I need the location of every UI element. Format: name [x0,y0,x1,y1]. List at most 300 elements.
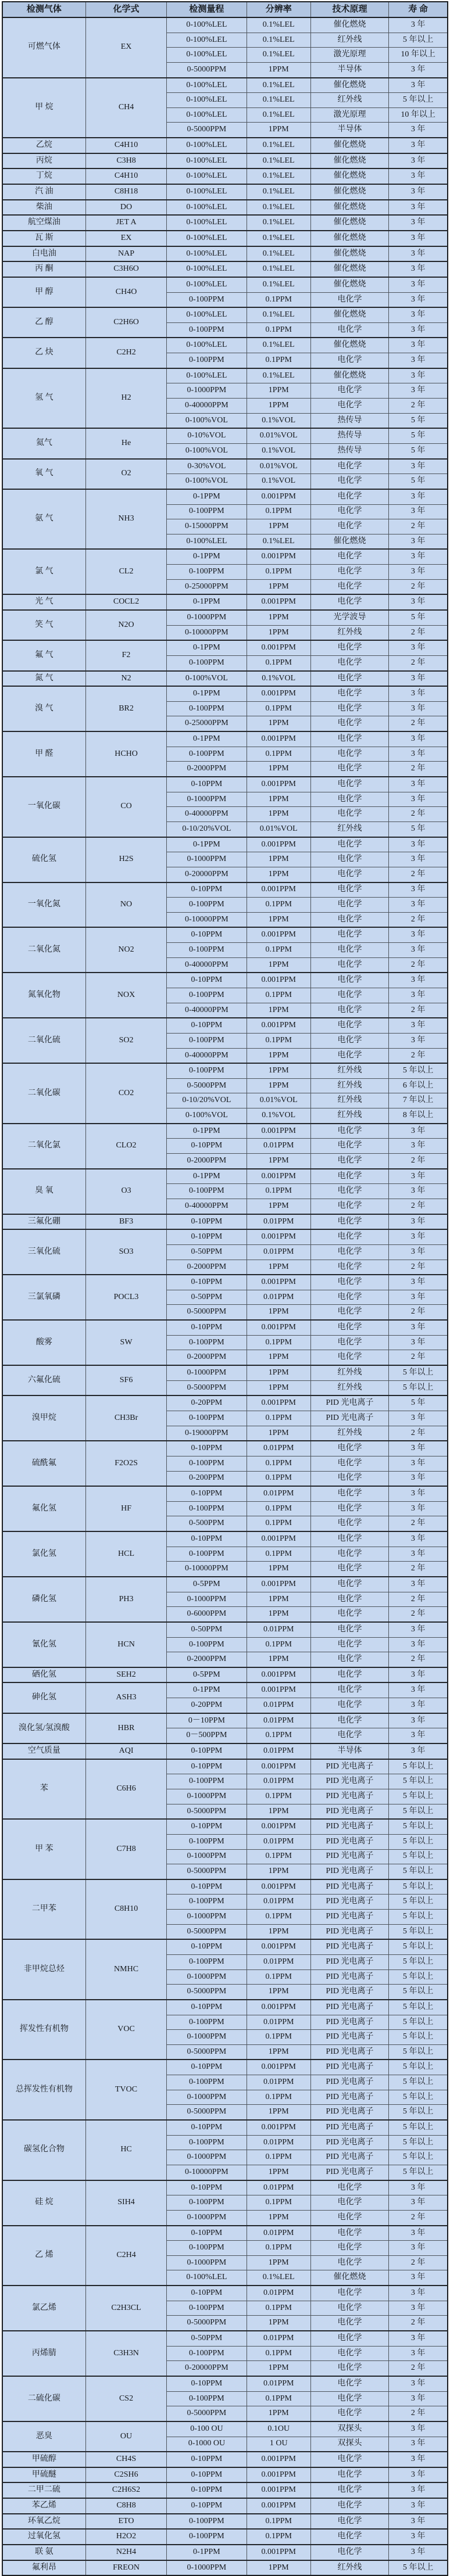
range-cell: 0-1000PPM [167,610,247,625]
principle-cell: 电化学 [310,701,388,716]
principle-cell: 电化学 [310,957,388,973]
range-cell: 0-2000PPM [167,1652,247,1667]
range-cell: 0-1000PPM [167,2030,247,2045]
table-row [2,2376,448,2391]
principle-cell: 催化燃烧 [310,153,388,169]
gas-name-cell: 二硫化碳 [2,2376,85,2421]
table-row [2,78,448,93]
lifespan-cell: 3 年 [389,153,448,169]
table-row [2,610,448,625]
range-cell: 0-50PPM [167,1622,247,1637]
resolution-cell: 0.1%LEL [247,17,310,33]
gas-name-cell: 联 氨 [2,2545,85,2560]
lifespan-cell: 2 年 [389,1048,448,1063]
lifespan-cell: 3 年 [389,2545,448,2560]
range-cell: 0-20PPM [167,1395,247,1411]
formula-cell: PH3 [85,1577,166,1622]
lifespan-cell: 5 年以上 [389,2150,448,2165]
principle-cell: 催化燃烧 [310,277,388,292]
lifespan-cell: 2 年 [389,2406,448,2421]
formula-cell: N2H4 [85,2545,166,2560]
gas-name-cell: 氯乙烯 [2,2286,85,2331]
range-cell: 0-10PPM [167,927,247,942]
resolution-cell: 1PPM [247,912,310,927]
range-cell: 0-100%VOL [167,474,247,489]
gas-name-cell: 甲硫醇 [2,2452,85,2467]
range-cell: 0-100PPM [167,1033,247,1048]
range-cell: 0-10PPM [167,1531,247,1547]
resolution-cell: 0.1PPM [247,1547,310,1562]
lifespan-cell: 3 年 [389,1743,448,1759]
principle-cell: 电化学 [310,2529,388,2545]
table-row [2,17,448,33]
lifespan-cell: 3 年 [389,1713,448,1728]
lifespan-cell: 3 年 [389,1411,448,1426]
gas-name-cell: 苯乙烯 [2,2498,85,2514]
lifespan-cell: 3 年 [389,504,448,519]
principle-cell: 半导体 [310,123,388,138]
principle-cell: 电化学 [310,898,388,913]
range-cell: 0-10PPM [167,1743,247,1759]
resolution-cell: 0.1PPM [247,1471,310,1486]
resolution-cell: 0.1%LEL [247,48,310,63]
table-row [2,1395,448,1411]
range-cell: 0-100PPM [167,988,247,1003]
resolution-cell: 0.1PPM [247,1910,310,1925]
principle-cell: PID 光电离子 [310,1955,388,1970]
range-cell: 0-1PPM [167,1682,247,1698]
lifespan-cell: 3 年 [389,383,448,399]
table-row [2,428,448,443]
gas-name-cell: 溴 气 [2,686,85,731]
range-cell: 0-100PPM [167,701,247,716]
range-cell: 0-5000PPM [167,2044,247,2060]
gas-name-cell: 臭 氧 [2,1169,85,1214]
formula-cell: CO [85,777,166,837]
range-cell: 0-100PPM [167,2346,247,2361]
resolution-cell: 0.001PPM [247,2482,310,2498]
resolution-cell: 1PPM [247,1562,310,1577]
lifespan-cell: 3 年 [389,138,448,153]
lifespan-cell: 3 年 [389,307,448,322]
lifespan-cell: 5 年以上 [389,1759,448,1774]
resolution-cell: 0.01PPM [247,2286,310,2301]
table-row [2,368,448,383]
range-cell: 0-40000PPM [167,1048,247,1063]
resolution-cell: 1PPM [247,1305,310,1320]
range-cell: 0-1PPM [167,549,247,564]
lifespan-cell: 3 年 [389,2529,448,2545]
formula-cell: NAP [85,246,166,262]
resolution-cell: 0.001PPM [247,2467,310,2483]
formula-cell: CH3Br [85,1395,166,1441]
range-cell: 0-10PPM [167,2120,247,2135]
principle-cell: 电化学 [310,1486,388,1501]
principle-cell: 电化学 [310,1516,388,1531]
range-cell: 0-5000PPM [167,2105,247,2120]
table-row [2,973,448,988]
formula-cell: C7H8 [85,1819,166,1879]
formula-cell: H2S [85,837,166,882]
range-cell: 0-100%LEL [167,93,247,108]
table-row [2,1169,448,1184]
lifespan-cell: 3 年 [389,549,448,564]
resolution-cell: 0.1PPM [247,988,310,1003]
lifespan-cell: 3 年 [389,62,448,77]
gas-name-cell: 恶臭 [2,2421,85,2452]
principle-cell: 电化学 [310,459,388,474]
lifespan-cell: 5 年以上 [389,2165,448,2180]
range-cell: 0-20000PPM [167,2361,247,2376]
table-row [2,1441,448,1456]
lifespan-cell: 2 年 [389,1260,448,1275]
resolution-cell: 0.001PPM [247,1759,310,1774]
lifespan-cell: 3 年 [389,459,448,474]
principle-cell: PID 光电离子 [310,1819,388,1834]
range-cell: 0-1PPM [167,837,247,852]
lifespan-cell: 2 年 [389,957,448,973]
resolution-cell: 0.01%VOL [247,821,310,837]
lifespan-cell: 5 年以上 [389,2135,448,2150]
resolution-cell: 0.1PPM [247,1501,310,1516]
range-cell: 0-10PPM [167,1879,247,1895]
lifespan-cell: 5 年 [389,1395,448,1411]
range-cell: 0-5000PPM [167,2316,247,2331]
range-cell: 0-100PPM [167,1834,247,1849]
gas-name-cell: 乙 炔 [2,338,85,368]
range-cell: 0-100%LEL [167,153,247,169]
formula-cell: POCL3 [85,1275,166,1320]
range-cell: 0-100PPM [167,2301,247,2316]
principle-cell: 电化学 [310,792,388,807]
table-row [2,1275,448,1290]
range-cell: 0-5000PPM [167,2406,247,2421]
lifespan-cell: 3 年 [389,594,448,610]
principle-cell: 半导体 [310,62,388,77]
resolution-cell: 0.1%LEL [247,78,310,93]
range-cell: 0-100%LEL [167,168,247,184]
range-cell: 0-100PPM [167,2195,247,2211]
resolution-cell: 0.1%VOL [247,1108,310,1124]
range-cell: 0-1000PPM [167,792,247,807]
column-header-5: 寿 命 [389,2,448,17]
principle-cell: 电化学 [310,640,388,655]
column-header-0: 检测气体 [2,2,85,17]
range-cell: 0-100PPM [167,1895,247,1910]
principle-cell: 激光原理 [310,48,388,63]
range-cell: 0-1PPM [167,489,247,504]
lifespan-cell: 5 年以上 [389,1774,448,1789]
principle-cell: 红外线 [310,2560,388,2576]
gas-name-cell: 二甲苯 [2,1879,85,1940]
principle-cell: PID 光电离子 [310,2120,388,2135]
principle-cell: 电化学 [310,1531,388,1547]
resolution-cell: 0.01PPM [247,2015,310,2030]
table-row [2,184,448,200]
resolution-cell: 0.1PPM [247,322,310,338]
gas-name-cell: 氰化氢 [2,1622,85,1667]
resolution-cell: 0.1%LEL [247,338,310,353]
lifespan-cell: 7 年以上 [389,1093,448,1108]
resolution-cell: 1PPM [247,62,310,77]
lifespan-cell: 5 年以上 [389,1380,448,1395]
principle-cell: 催化燃烧 [310,368,388,383]
resolution-cell: 1PPM [247,1199,310,1214]
gas-name-cell: 二氧化氮 [2,927,85,973]
lifespan-cell: 3 年 [389,1501,448,1516]
formula-cell: H2 [85,368,166,429]
table-row [2,1713,448,1728]
principle-cell: 半导体 [310,1743,388,1759]
formula-cell: HCN [85,1622,166,1667]
column-header-2: 检测量程 [167,2,247,17]
lifespan-cell: 3 年 [389,1622,448,1637]
resolution-cell: 0.1PPM [247,1789,310,1804]
principle-cell: 电化学 [310,1592,388,1607]
resolution-cell: 1PPM [247,1063,310,1078]
lifespan-cell: 3 年 [389,852,448,867]
principle-cell: 电化学 [310,2467,388,2483]
lifespan-cell: 2 年 [389,1305,448,1320]
formula-cell: SEH2 [85,1667,166,1683]
resolution-cell: 0.1PPM [247,747,310,762]
resolution-cell: 0.001PPM [247,731,310,747]
principle-cell: 电化学 [310,489,388,504]
lifespan-cell: 3 年 [389,1214,448,1230]
gas-name-cell: 非甲烷总烃 [2,1939,85,2000]
principle-cell: PID 光电离子 [310,1411,388,1426]
resolution-cell: 0.01PPM [247,2226,310,2241]
range-cell: 0-100%LEL [167,2270,247,2286]
principle-cell: 电化学 [310,1048,388,1063]
lifespan-cell: 3 年 [389,1486,448,1501]
lifespan-cell: 3 年 [389,701,448,716]
principle-cell: 电化学 [310,399,388,414]
principle-cell: 催化燃烧 [310,78,388,93]
lifespan-cell: 5 年 [389,443,448,458]
lifespan-cell: 3 年 [389,2376,448,2391]
range-cell: 0-10/20%VOL [167,1093,247,1108]
formula-cell: SIH4 [85,2180,166,2226]
principle-cell: 电化学 [310,1139,388,1154]
table-row [2,2286,448,2301]
principle-cell: 红外线 [310,821,388,837]
range-cell: 0-100PPM [167,353,247,368]
resolution-cell: 0.01PPM [247,1955,310,1970]
lifespan-cell: 2 年 [389,2210,448,2225]
range-cell: 0-10PPM [167,2180,247,2195]
range-cell: 0-5000PPM [167,1804,247,1819]
column-header-3: 分辨率 [247,2,310,17]
range-cell: 0-100%LEL [167,231,247,246]
formula-cell: C3H3N [85,2331,166,2376]
resolution-cell: 0.1%LEL [247,231,310,246]
range-cell: 0-50PPM [167,1244,247,1260]
range-cell: 0-1000PPM [167,2150,247,2165]
range-cell: 0-1000PPM [167,2090,247,2105]
principle-cell: PID 光电离子 [310,2060,388,2075]
resolution-cell: 1PPM [247,383,310,399]
principle-cell: 电化学 [310,1124,388,1139]
principle-cell: 电化学 [310,927,388,942]
principle-cell: 电化学 [310,807,388,822]
principle-cell: 催化燃烧 [310,231,388,246]
resolution-cell: 0.01PPM [247,1774,310,1789]
formula-cell: VOC [85,2000,166,2060]
table-row [2,1743,448,1759]
formula-cell: FREON [85,2560,166,2576]
table-row [2,261,448,277]
principle-cell: 电化学 [310,2498,388,2514]
formula-cell: BF3 [85,1214,166,1230]
column-header-4: 技术原理 [310,2,388,17]
resolution-cell: 0.001PPM [247,1275,310,1290]
lifespan-cell: 3 年 [389,1728,448,1743]
resolution-cell: 0.1PPM [247,565,310,580]
range-cell: 0-20PPM [167,1698,247,1713]
principle-cell: 热传导 [310,428,388,443]
range-cell: 0-10PPM [167,1139,247,1154]
range-cell: 0-100PPM [167,747,247,762]
header-row [2,2,448,17]
range-cell: 0-100%LEL [167,215,247,231]
principle-cell: 电化学 [310,565,388,580]
lifespan-cell: 5 年以上 [389,2015,448,2030]
resolution-cell: 0.01PPM [247,1895,310,1910]
principle-cell: 电化学 [310,731,388,747]
range-cell: 0-25000PPM [167,579,247,594]
gas-name-cell: 溴化氢/氢溴酸 [2,1713,85,1743]
lifespan-cell: 3 年 [389,1682,448,1698]
principle-cell: 电化学 [310,2361,388,2376]
resolution-cell: 0.001PPM [247,1169,310,1184]
lifespan-cell: 2 年 [389,2316,448,2331]
lifespan-cell: 5 年以上 [389,1834,448,1849]
range-cell: 0-10PPM [167,1759,247,1774]
lifespan-cell: 3 年 [389,2286,448,2301]
resolution-cell: 0.001PPM [247,2498,310,2514]
resolution-cell: 0.01PPM [247,1441,310,1456]
resolution-cell: 0.001PPM [247,927,310,942]
gas-name-cell: 砷化氢 [2,1682,85,1713]
table-row [2,246,448,262]
range-cell: 0-1000PPM [167,1789,247,1804]
range-cell: 0-1000PPM [167,1365,247,1380]
range-cell: 0-30%VOL [167,459,247,474]
gas-name-cell: 硫酰氟 [2,1441,85,1486]
range-cell: 0-2000PPM [167,762,247,777]
gas-name-cell: 环氧乙烷 [2,2514,85,2530]
gas-name-cell: 氢 气 [2,368,85,429]
principle-cell: 电化学 [310,2346,388,2361]
table-row [2,1214,448,1230]
principle-cell: 电化学 [310,1229,388,1244]
resolution-cell: 1PPM [247,2406,310,2421]
range-cell: 0-10PPM [167,2467,247,2483]
resolution-cell: 0.01PPM [247,2331,310,2346]
resolution-cell: 0.01PPM [247,1743,310,1759]
resolution-cell: 0.01%VOL [247,459,310,474]
gas-name-cell: 白电油 [2,246,85,262]
resolution-cell: 0.001PPM [247,1577,310,1592]
resolution-cell: 0.1PPM [247,943,310,958]
range-cell: 0-100PPM [167,2241,247,2256]
range-cell: 0-1000PPM [167,1910,247,1925]
formula-cell: C3H6O [85,261,166,277]
principle-cell: 电化学 [310,1290,388,1305]
resolution-cell: 1PPM [247,123,310,138]
resolution-cell: 0.1%LEL [247,93,310,108]
formula-cell: EX [85,231,166,246]
range-cell: 0-100PPM [167,322,247,338]
formula-cell: JET A [85,215,166,231]
principle-cell: 电化学 [310,852,388,867]
resolution-cell: 1PPM [247,867,310,882]
resolution-cell: 1PPM [247,792,310,807]
formula-cell: SW [85,1320,166,1365]
principle-cell: 电化学 [310,2255,388,2270]
lifespan-cell: 3 年 [389,837,448,852]
gas-spec-table [2,1,448,2576]
principle-cell: PID 光电离子 [310,1910,388,1925]
table-row [2,1819,448,1834]
table-row [2,338,448,353]
lifespan-cell: 5 年以上 [389,2105,448,2120]
resolution-cell: 1PPM [247,1864,310,1879]
resolution-cell: 0.1PPM [247,1033,310,1048]
principle-cell: 电化学 [310,2376,388,2391]
gas-name-cell: 甲 烷 [2,78,85,138]
lifespan-cell: 3 年 [389,78,448,93]
resolution-cell: 0.01PPM [247,1139,310,1154]
resolution-cell: 0.1PPM [247,655,310,670]
range-cell: 0-50PPM [167,1290,247,1305]
lifespan-cell: 5 年以上 [389,93,448,108]
lifespan-cell: 3 年 [389,2391,448,2406]
range-cell: 0-100PPM [167,655,247,670]
lifespan-cell: 3 年 [389,927,448,942]
table-row [2,1682,448,1698]
principle-cell: 电化学 [310,912,388,927]
lifespan-cell: 3 年 [389,1637,448,1652]
formula-cell: H2O2 [85,2529,166,2545]
range-cell: 0-50PPM [167,2331,247,2346]
resolution-cell: 1PPM [247,2316,310,2331]
resolution-cell: 1 OU [247,2437,310,2452]
table-row [2,2560,448,2576]
gas-name-cell: 氟 气 [2,640,85,670]
principle-cell: 电化学 [310,1260,388,1275]
formula-cell: HCL [85,1531,166,1577]
lifespan-cell: 3 年 [389,1124,448,1139]
range-cell: 0-1000PPM [167,1849,247,1864]
principle-cell: 电化学 [310,2391,388,2406]
principle-cell: 电化学 [310,1033,388,1048]
lifespan-cell: 3 年 [389,1184,448,1199]
table-body [2,17,448,2575]
lifespan-cell: 3 年 [389,2482,448,2498]
lifespan-cell: 3 年 [389,1290,448,1305]
lifespan-cell: 3 年 [389,943,448,958]
resolution-cell: 0.1%VOL [247,443,310,458]
lifespan-cell: 3 年 [389,1018,448,1033]
gas-name-cell: 氮氧化物 [2,973,85,1018]
range-cell: 0-100%LEL [167,184,247,200]
resolution-cell: 1PPM [247,1607,310,1622]
resolution-cell: 0.1%LEL [247,261,310,277]
gas-name-cell: 甲 醛 [2,731,85,777]
range-cell: 0-40000PPM [167,399,247,414]
